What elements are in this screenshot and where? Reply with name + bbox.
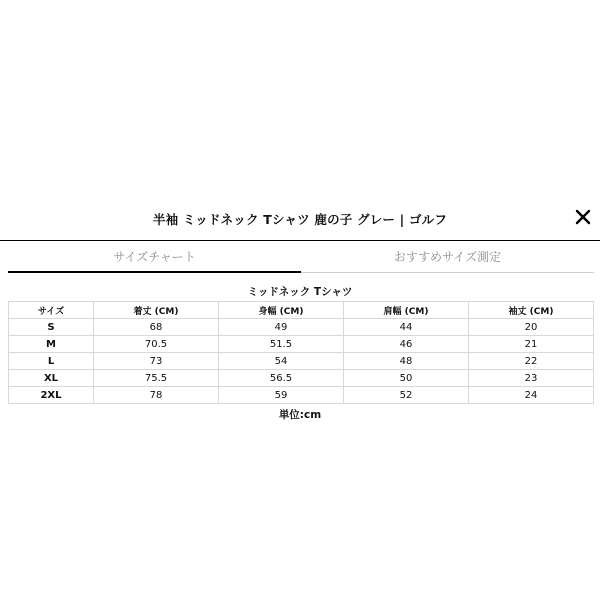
table-cell: 59 — [219, 387, 344, 404]
table-row — [9, 387, 594, 404]
table-cell: 56.5 — [219, 370, 344, 387]
table-cell: 21 — [469, 336, 594, 353]
close-icon — [574, 208, 592, 226]
table-cell: 46 — [344, 336, 469, 353]
column-header-shoulder-width: 肩幅 (CM) — [344, 302, 469, 319]
table-row — [9, 370, 594, 387]
table-cell: 51.5 — [219, 336, 344, 353]
product-title: 半袖 ミッドネック Tシャツ 鹿の子 グレー | ゴルフ — [152, 212, 448, 227]
size-cell: M — [9, 336, 94, 353]
close-button[interactable] — [574, 208, 592, 226]
table-cell: 23 — [469, 370, 594, 387]
table-cell: 24 — [469, 387, 594, 404]
column-header-size: サイズ — [9, 302, 94, 319]
size-cell: S — [9, 319, 94, 336]
table-header-row — [9, 302, 594, 319]
tab-bar — [8, 243, 594, 273]
modal-header — [0, 198, 600, 241]
table-cell: 48 — [344, 353, 469, 370]
tab-size-chart[interactable]: サイズチャート — [8, 243, 301, 273]
table-cell: 78 — [94, 387, 219, 404]
table-cell: 49 — [219, 319, 344, 336]
size-cell: XL — [9, 370, 94, 387]
column-header-chest-width: 身幅 (CM) — [219, 302, 344, 319]
table-cell: 73 — [94, 353, 219, 370]
table-row — [9, 353, 594, 370]
column-header-length: 着丈 (CM) — [94, 302, 219, 319]
size-chart-table — [8, 301, 594, 404]
unit-note: 単位:cm — [278, 409, 322, 421]
table-cell: 52 — [344, 387, 469, 404]
tab-recommended-size[interactable]: おすすめサイズ測定 — [301, 243, 594, 273]
table-cell: 44 — [344, 319, 469, 336]
size-cell: 2XL — [9, 387, 94, 404]
table-row — [9, 319, 594, 336]
table-cell: 75.5 — [94, 370, 219, 387]
table-cell: 68 — [94, 319, 219, 336]
table-cell: 54 — [219, 353, 344, 370]
size-cell: L — [9, 353, 94, 370]
table-cell: 20 — [469, 319, 594, 336]
column-header-sleeve-length: 袖丈 (CM) — [469, 302, 594, 319]
table-cell: 22 — [469, 353, 594, 370]
table-cell: 50 — [344, 370, 469, 387]
table-row — [9, 336, 594, 353]
table-title: ミッドネック Tシャツ — [247, 286, 353, 298]
table-cell: 70.5 — [94, 336, 219, 353]
